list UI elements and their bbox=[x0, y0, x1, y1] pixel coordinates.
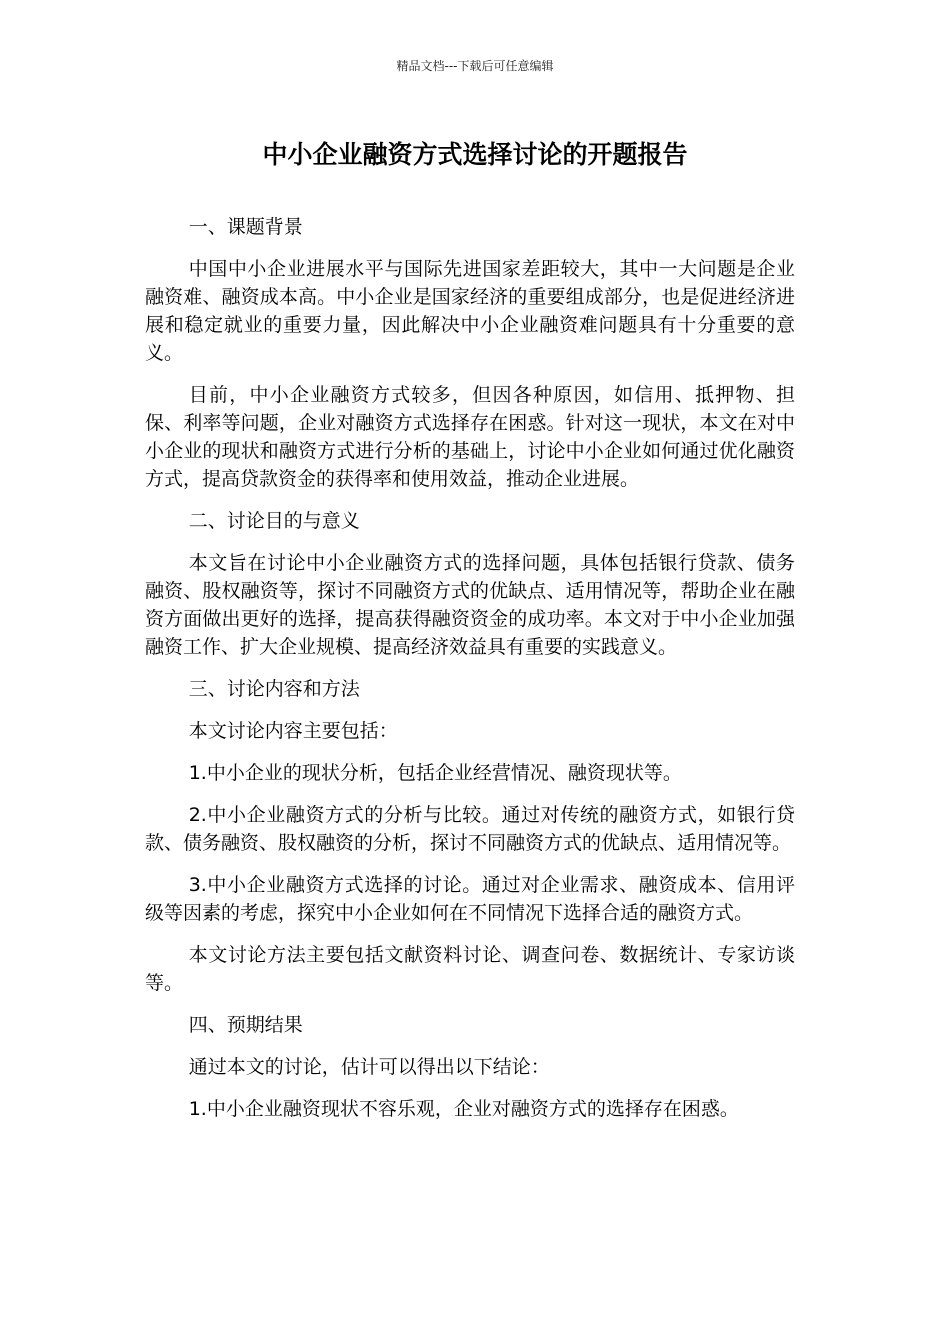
header-note: 精品文档---下载后可任意编辑 bbox=[396, 59, 554, 73]
document-title: 中小企业融资方式选择讨论的开题报告 bbox=[262, 140, 688, 169]
paragraph: 目前，中小企业融资方式较多，但因各种原因，如信用、抵押物、担保、利率等问题，企业对融资方式选择存在困惑。针对这一现状，本文在对中小企业的现状和融资方式进行分析的基础上，讨论中小企业如何通过优化融资方式，提高贷款资金的获得率和使用效益，推动企业进展。 bbox=[145, 384, 795, 490]
list-item: 1.中小企业融资现状不容乐观，企业对融资方式的选择存在困惑。 bbox=[188, 1098, 739, 1120]
paragraph: 本文讨论内容主要包括： bbox=[188, 720, 398, 742]
list-item: 3.中小企业融资方式选择的讨论。通过对企业需求、融资成本、信用评级等因素的考虑，探究中小企业如何在不同情况下选择合适的融资方式。 bbox=[145, 874, 795, 924]
paragraph: 本文旨在讨论中小企业融资方式的选择问题，具体包括银行贷款、债务融资、股权融资等，探讨不同融资方式的优缺点、适用情况等，帮助企业在融资方面做出更好的选择，提高获得融资资金的成功率。本文对于中小企业加强融资工作、扩大企业规模、提高经济效益具有重要的实践意义。 bbox=[145, 552, 795, 658]
list-item: 2.中小企业融资方式的分析与比较。通过对传统的融资方式，如银行贷款、债务融资、股权融资的分析，探讨不同融资方式的优缺点、适用情况等。 bbox=[145, 804, 795, 854]
paragraph: 通过本文的讨论，估计可以得出以下结论： bbox=[188, 1056, 550, 1078]
section-heading-purpose: 二、讨论目的与意义 bbox=[188, 510, 360, 532]
section-heading-expected-results: 四、预期结果 bbox=[188, 1014, 303, 1036]
paragraph: 中国中小企业进展水平与国际先进国家差距较大，其中一大问题是企业融资难、融资成本高。中小企业是国家经济的重要组成部分，也是促进经济进展和稳定就业的重要力量，因此解决中小企业融资难问题具有十分重要的意义。 bbox=[145, 258, 795, 364]
document-body bbox=[145, 213, 795, 1137]
paragraph: 本文讨论方法主要包括文献资料讨论、调查问卷、数据统计、专家访谈等。 bbox=[145, 944, 795, 994]
list-item: 1.中小企业的现状分析，包括企业经营情况、融资现状等。 bbox=[188, 762, 682, 784]
section-heading-background: 一、课题背景 bbox=[188, 216, 303, 238]
section-heading-content-method: 三、讨论内容和方法 bbox=[188, 678, 360, 700]
